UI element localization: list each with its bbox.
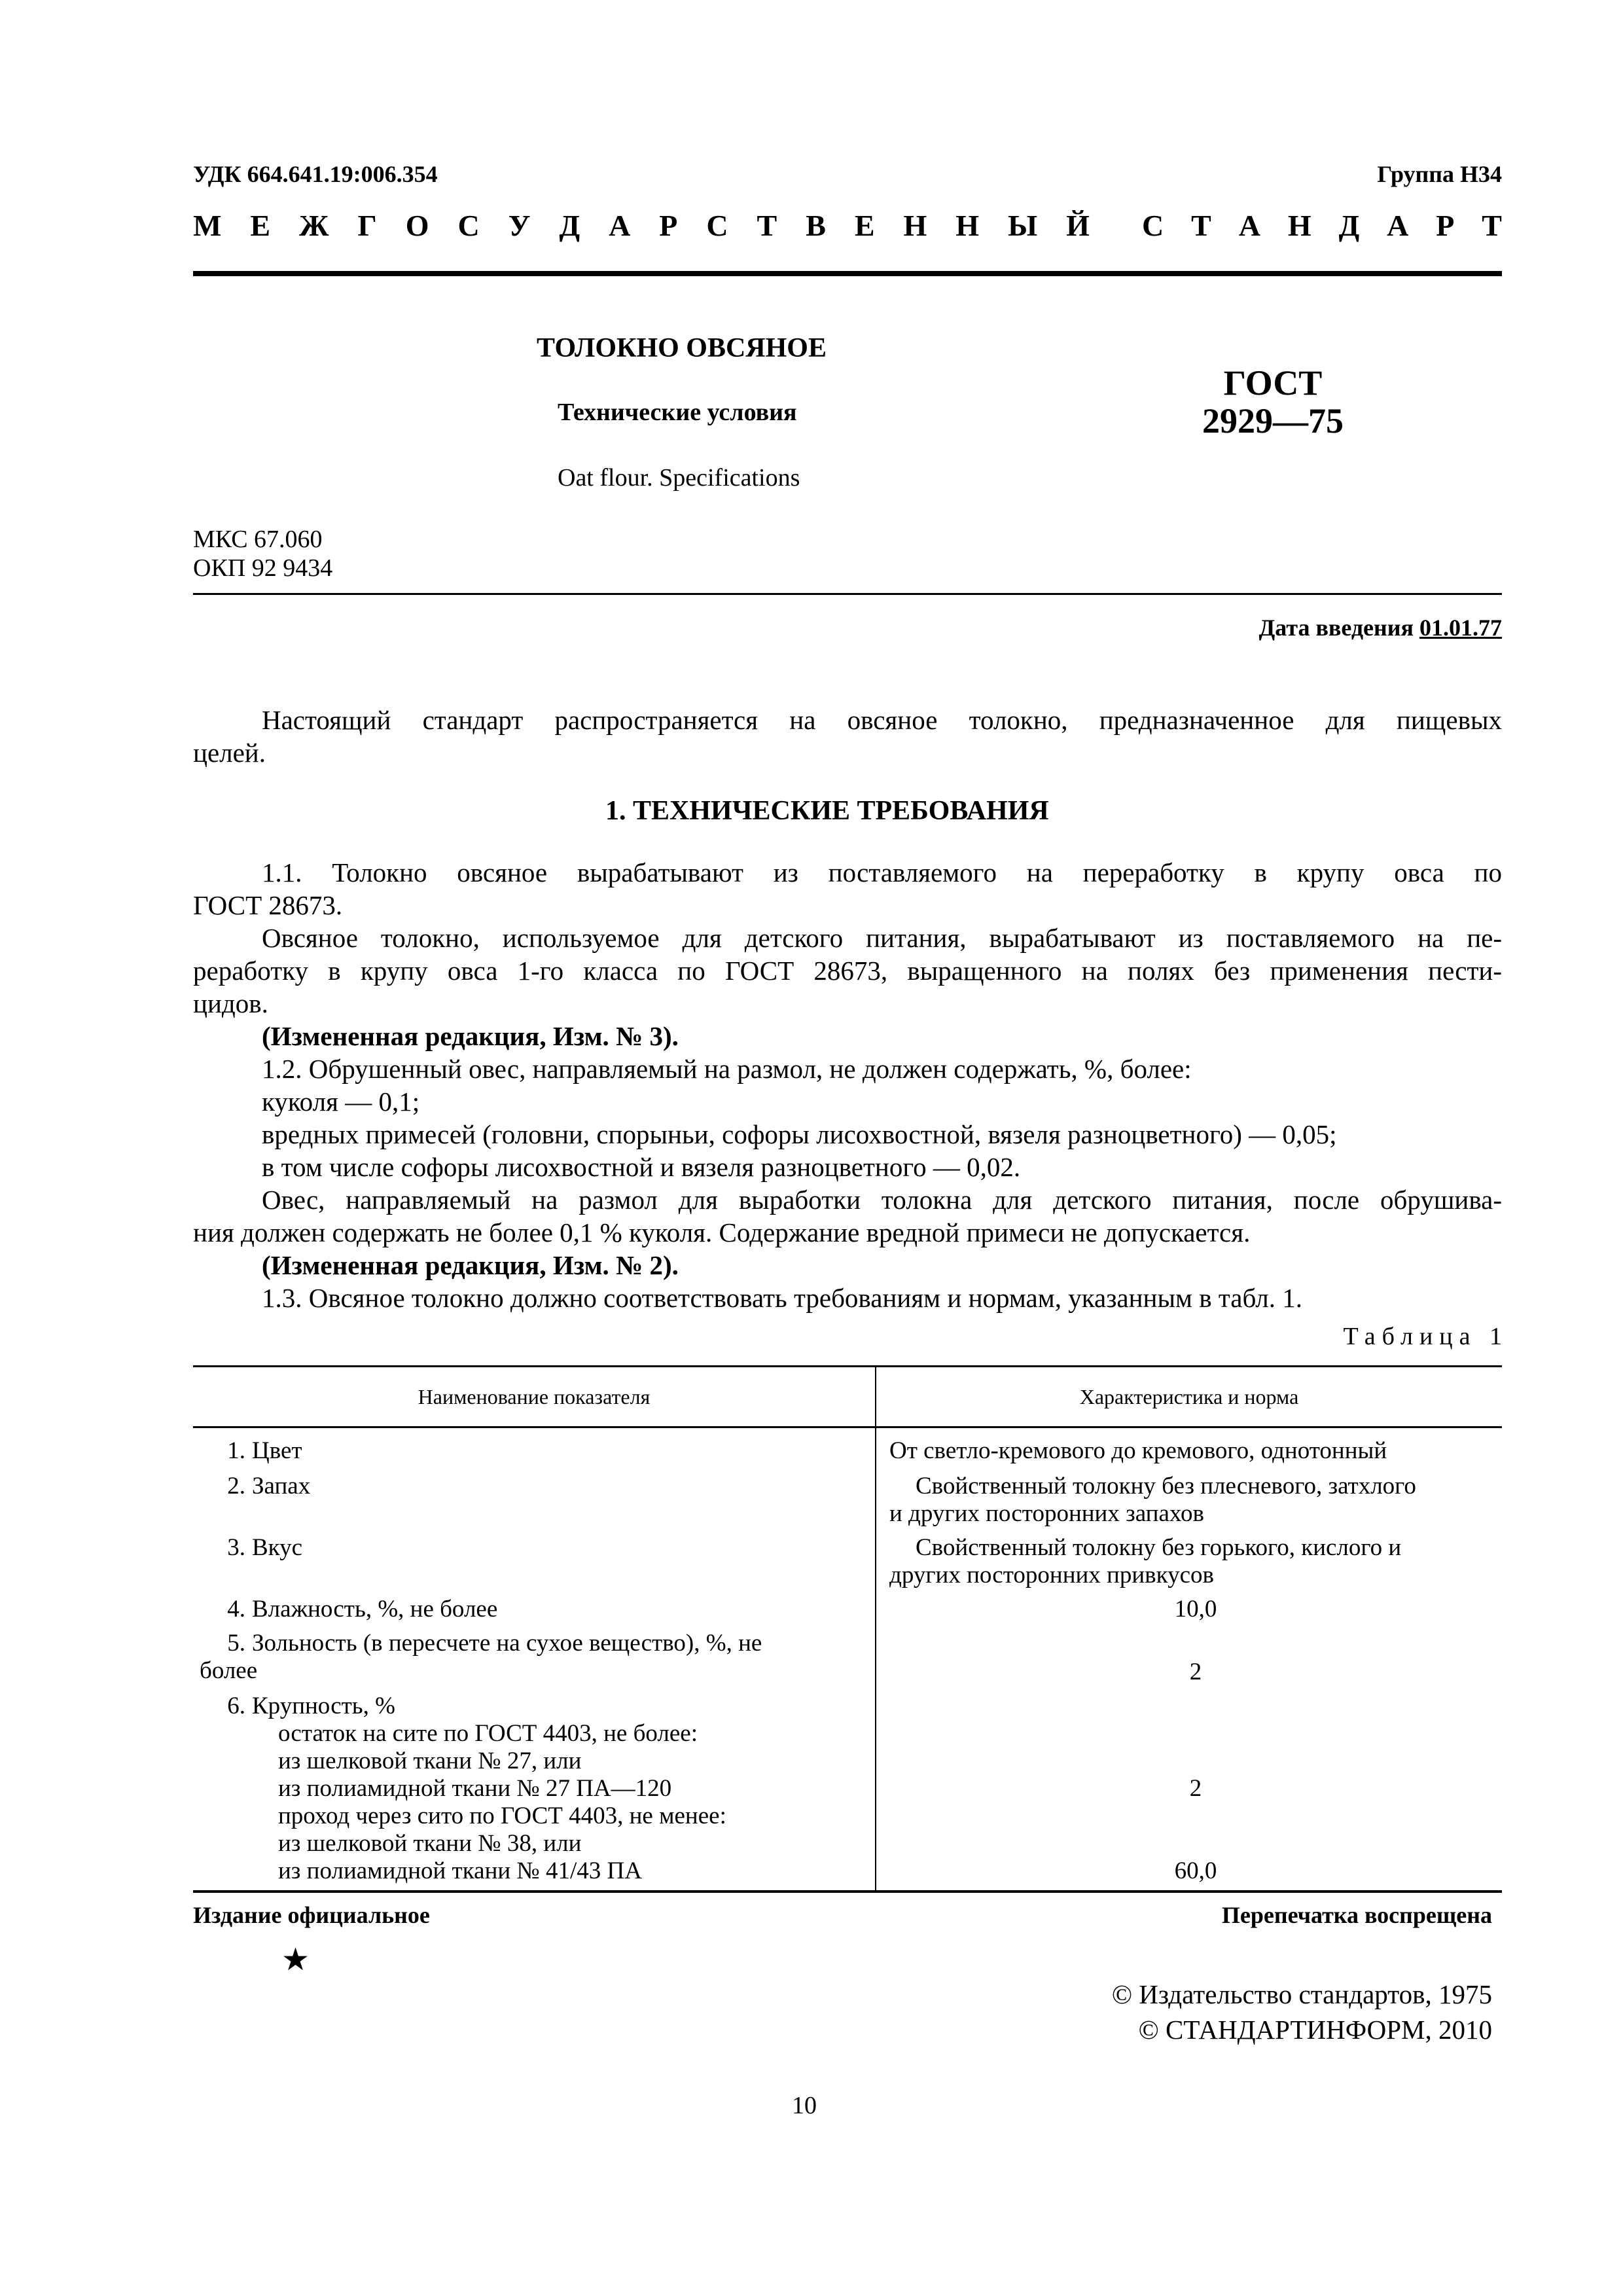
heading-letter: Н	[903, 209, 927, 242]
row-value: 2	[1189, 1775, 1202, 1802]
document-title-en: Oat flour. Specifications	[558, 464, 800, 492]
column-header: Характеристика и норма	[876, 1367, 1502, 1427]
row-name: Вкус	[252, 1534, 303, 1561]
text-line: в том числе софоры лисохвостной и вязеля разноцветного — 0,02.	[262, 1152, 1021, 1182]
row-name: Крупность, %	[252, 1693, 396, 1719]
heading-letter: Г	[357, 209, 377, 242]
text-line: цидов.	[193, 988, 268, 1018]
text-line: 1.2. Обрушенный овес, направляемый на размол, не должен содержать, %, более:	[262, 1054, 1192, 1084]
column-header: Наименование показателя	[193, 1367, 876, 1427]
heading-letter: Р	[1436, 209, 1455, 242]
text-line: 1.1. Толокно овсяное вырабатывают из поставляемого на переработку в крупу овса по	[262, 857, 1502, 888]
heading-letter: Е	[854, 209, 875, 242]
document-title: ТОЛОКНО ОВСЯНОЕ	[537, 333, 827, 363]
udk-code: УДК 664.641.19:006.354	[193, 161, 438, 187]
table-caption: Таблица 1	[1343, 1323, 1508, 1350]
footer-rule	[193, 1890, 1502, 1893]
title-rule	[193, 593, 1502, 595]
heading-letter: А	[1387, 209, 1409, 242]
row-name: Влажность, %, не более	[252, 1596, 498, 1623]
text-line: ния должен содержать не более 0,1 % куколя. Содержание вредной примеси не допускается.	[193, 1217, 1251, 1247]
row-value: Свойственный толокну без плесневого, затхлого	[916, 1473, 1416, 1499]
text-line: Овсяное толокно, используемое для детского питания, вырабатывают из поставляемого на пе-	[262, 923, 1502, 953]
reprint-notice: Перепечатка воспрещена	[1221, 1902, 1492, 1928]
row-value: других посторонних привкусов	[889, 1562, 1214, 1588]
date-value: 01.01.77	[1419, 615, 1502, 641]
row-number: 5.	[227, 1630, 245, 1657]
gost-label: ГОСТ	[1223, 363, 1323, 403]
table-header-row	[193, 1367, 1502, 1427]
table-row	[193, 1427, 1502, 1473]
heading-letter: О	[405, 209, 429, 242]
row-subitem: из шелковой ткани № 27, или	[278, 1748, 582, 1774]
heading-letter: М	[193, 209, 222, 242]
gost-number: 2929—75	[1202, 401, 1344, 440]
row-subitem: остаток на сите по ГОСТ 4403, не более:	[278, 1720, 698, 1747]
table-row	[193, 1693, 1502, 1892]
row-name: Зольность (в пересчете на сухое вещество), %, не	[252, 1630, 762, 1657]
copyright-block	[1112, 1977, 1492, 2047]
classification-codes	[193, 525, 332, 583]
heading-letter: Ы	[1008, 209, 1038, 242]
copyright-line: © СТАНДАРТИНФОРМ, 2010	[1138, 2015, 1492, 2045]
section-body	[193, 856, 1502, 1314]
page-number: 10	[792, 2092, 817, 2119]
document-subtitle: Технические условия	[558, 399, 797, 426]
row-number: 6.	[227, 1693, 245, 1719]
text-line: ГОСТ 28673.	[193, 890, 343, 920]
row-name: Цвет	[252, 1437, 302, 1464]
row-value: От светло-кремового до кремового, однотонный	[889, 1437, 1387, 1464]
row-number: 2.	[227, 1473, 245, 1499]
group-code: Группа Н34	[1377, 161, 1502, 187]
text-line: целей.	[193, 738, 266, 768]
heading-letter: Т	[1482, 209, 1502, 242]
amendment-note: (Измененная редакция, Изм. № 2).	[262, 1250, 679, 1280]
amendment-note: (Измененная редакция, Изм. № 3).	[262, 1021, 679, 1051]
heading-letter: В	[806, 209, 826, 242]
heading-letter: Ж	[299, 209, 329, 242]
heading-letter: Н	[1287, 209, 1311, 242]
heading-letter: Р	[659, 209, 678, 242]
heading-letter: А	[1238, 209, 1260, 242]
heading-letter: С	[706, 209, 728, 242]
row-number: 3.	[227, 1534, 245, 1561]
heading-letter: Н	[955, 209, 980, 242]
heading-letter: А	[609, 209, 631, 242]
heading-letter: С	[457, 209, 480, 242]
row-number: 4.	[227, 1596, 245, 1623]
row-subitem: из полиамидной ткани № 41/43 ПА	[278, 1857, 642, 1884]
row-subitem: проход через сито по ГОСТ 4403, не менее:	[278, 1803, 726, 1829]
row-value: 2	[1189, 1659, 1202, 1685]
row-value: и других посторонних запахов	[889, 1500, 1204, 1527]
heading-letter: Т	[757, 209, 777, 242]
mks-code: МКС 67.060	[193, 526, 323, 553]
text-line: реработку в крупу овса 1-го класса по ГОСТ 28673, выращенного на полях без применения пести-	[193, 956, 1502, 986]
text-line: куколя — 0,1;	[262, 1086, 420, 1117]
text-line: вредных примесей (головни, спорыньи, софоры лисохвостной, вязеля разноцветного) — 0,05;	[262, 1119, 1337, 1149]
row-number: 1.	[227, 1437, 245, 1464]
row-name: Запах	[252, 1473, 311, 1499]
heading-letter: Д	[1338, 209, 1360, 242]
interstate-standard-heading	[193, 208, 1502, 243]
header-rule	[193, 271, 1502, 276]
heading-letter: Й	[1066, 209, 1090, 242]
interstate-word	[193, 208, 1090, 243]
row-value: 10,0	[1174, 1596, 1217, 1623]
row-value: Свойственный толокну без горького, кислого и	[916, 1534, 1402, 1561]
table-row	[193, 1534, 1502, 1596]
table-row	[193, 1473, 1502, 1534]
heading-letter: У	[508, 209, 531, 242]
text-line: 1.3. Овсяное толокно должно соответствовать требованиям и нормам, указанным в табл. 1.	[262, 1283, 1302, 1313]
standard-word	[1142, 208, 1502, 243]
heading-letter: С	[1142, 209, 1164, 242]
row-subitem: из полиамидной ткани № 27 ПА—120	[278, 1775, 672, 1802]
heading-letter: Т	[1191, 209, 1211, 242]
intro-paragraph	[193, 704, 1502, 769]
official-edition: Издание официальное	[193, 1902, 430, 1928]
row-subitem: из шелковой ткани № 38, или	[278, 1830, 582, 1857]
text-line: Настоящий стандарт распространяется на овсяное толокно, предназначенное для пищевых	[262, 705, 1502, 735]
text-line: Овес, направляемый на размол для выработки толокна для детского питания, после обрушива-	[262, 1185, 1502, 1215]
copyright-line: © Издательство стандартов, 1975	[1111, 1979, 1492, 2009]
section-heading: 1. ТЕХНИЧЕСКИЕ ТРЕБОВАНИЯ	[605, 796, 1049, 826]
okp-code: ОКП 92 9434	[193, 554, 333, 582]
table-row	[193, 1596, 1502, 1630]
table-row	[193, 1630, 1502, 1693]
row-value: 60,0	[1174, 1857, 1217, 1884]
row-name-continued: более	[200, 1657, 258, 1684]
effective-date	[1259, 614, 1503, 641]
gost-designation	[1175, 364, 1371, 440]
spec-table	[193, 1365, 1502, 1892]
star-icon: ★	[281, 1943, 310, 1977]
heading-letter: Д	[559, 209, 580, 242]
heading-letter: Е	[250, 209, 271, 242]
date-label: Дата введения	[1258, 615, 1414, 641]
